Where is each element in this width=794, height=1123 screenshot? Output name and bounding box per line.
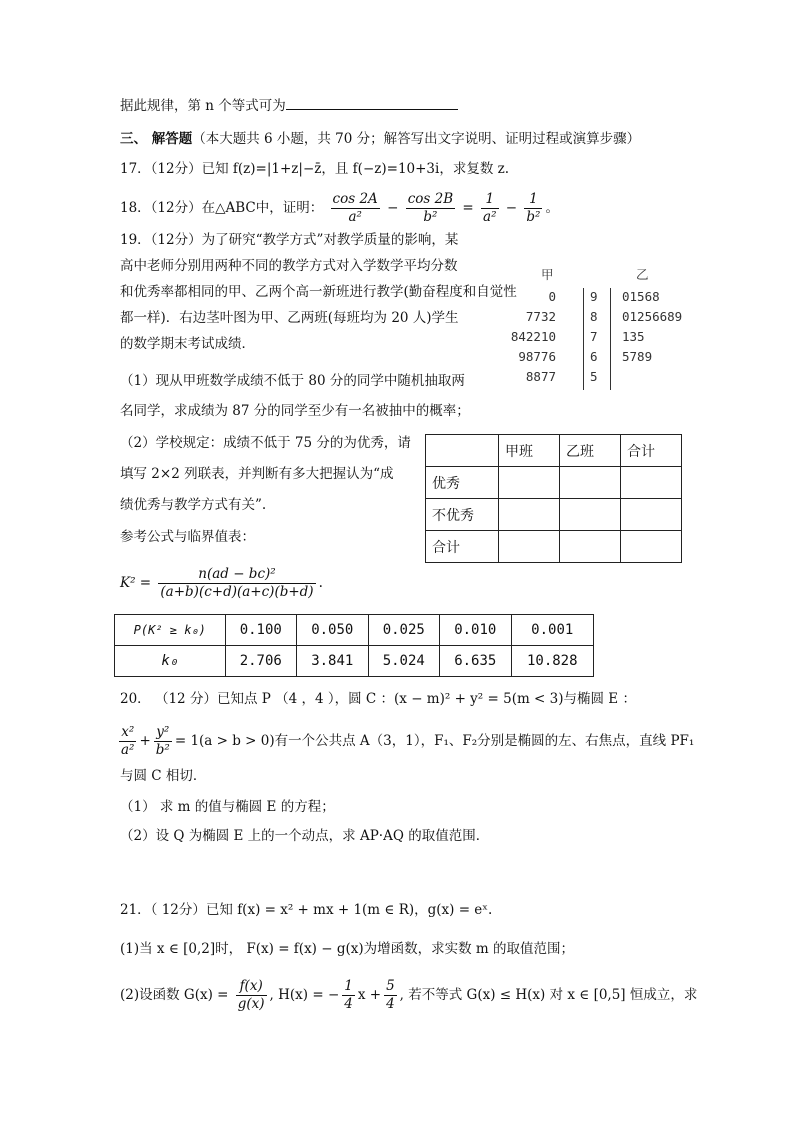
q18-fraction-4 [524,191,542,226]
q21-sub2-b: , H(x) = − [269,987,340,1003]
q18-den3: a² [483,209,497,225]
critical-value-table [114,614,594,677]
table-cell: 3.841 [297,646,369,677]
table-cell[interactable] [499,467,560,499]
q20-line-1: 20． （12 分）已知点 P （4 ，4 ），圆 C ：(x − m)² + y² = 5(m < 3)与椭圆 E ： [120,691,636,707]
table-row [115,646,594,677]
k2-formula [120,564,323,602]
stem-row-stem: 6 [590,349,598,364]
ellipse-fraction-y [154,724,172,759]
table-cell: 0.100 [225,615,297,646]
q19-sub1-line1: （1）现从甲班数学成绩不低于 80 分的同学中随机抽取两 [120,373,465,389]
q18-fraction-3 [481,191,498,226]
table-cell: 不优秀 [426,499,499,531]
q18-num4: 1 [524,191,542,209]
ell-den1: a² [121,742,135,758]
table-cell: 合计 [621,435,682,467]
h-num1: 1 [344,978,353,994]
table-row [426,531,682,563]
stem-head-left: 甲 [541,267,554,282]
question-17: 17．（12分）已知 f(z)=|1+z|−z̄，且 f(−z)=10+3i，求复数 z. [120,161,510,177]
section-title: 三、 解答题 [120,131,193,147]
q19-line-4: 都一样)．右边茎叶图为甲、乙两班(每班均为 20 人)学生 [120,310,459,326]
table-cell: 5.024 [368,646,440,677]
q18-den4: b² [526,209,541,225]
table-cell: 合计 [426,531,499,563]
q18-fraction-2 [406,191,455,226]
q19-line-5: 的数学期末考试成绩． [120,336,255,352]
table-row [426,435,682,467]
formula-num: n(ad − bc)² [158,566,315,584]
ell-den2: b² [155,742,170,758]
stem-row-right: 01256689 [622,309,683,324]
table-cell: 6.635 [440,646,512,677]
q18-num1: cos 2A [332,191,378,207]
pattern-text: 据此规律，第 n 个等式可为 [120,98,286,114]
table-cell[interactable] [621,467,682,499]
q18-prefix: 18．（12分）在△ABC中，证明： [120,200,324,216]
table-cell [426,435,499,467]
table-cell[interactable] [499,499,560,531]
stem-divider-left [583,288,584,390]
q18-end: 。 [545,200,559,216]
table-cell[interactable] [560,467,621,499]
h-num2: 5 [386,978,395,994]
formula-fraction [158,566,315,601]
q19-sub2-line2: 填写 2×2 列联表，并判断有多大把握认为“成 [120,466,394,482]
stem-row-stem: 7 [590,329,598,344]
q21-sub1: (1)当 x ∈ [0,2]时， F(x) = f(x) − g(x)为增函数，求实数 m 的取值范围； [120,941,575,957]
table-cell: 2.706 [225,646,297,677]
stem-row-left: 8877 [525,369,556,384]
table-cell[interactable] [560,531,621,563]
ell-num1: x² [119,724,136,742]
table-row [426,499,682,531]
table-cell: 优秀 [426,467,499,499]
question-18: 18．（12分）在△ABC中，证明： $\frac{\cos 2A}{\text{a²}}$ − $\frac{\cos 2B}{\text{b²}}$ = $\frac{1}{\text{a²}}$ − $\frac{1}{\text{b²}}$ 。 [120,191,559,225]
section-heading [120,128,640,150]
stem-divider-right [610,288,611,390]
q19-sub2-line3: 绩优秀与教学方式有关”. [120,497,267,513]
q18-den1: a² [348,209,362,225]
q21-sub2-d: , 若不等式 G(x) ≤ H(x) 对 x ∈ [0,5] 恒成立，求 [399,987,698,1003]
stem-row-left: 0 [548,289,556,304]
q21-sub2-c: x + [357,987,382,1003]
q20-line2-text: = 1(a > b > 0)有一个公共点 A（3，1），F₁、F₂分别是椭圆的左、右焦点，直线 PF₁ [174,733,695,749]
table-cell: P(K² ≥ k₀) [115,615,226,646]
table-cell: 0.025 [368,615,440,646]
q18-den2: b² [423,209,438,225]
formula-lhs: K² = [120,575,152,591]
q20-sub2: （2）设 Q 为椭圆 E 上的一个动点，求 AP·AQ 的取值范围． [120,828,490,844]
q19-line-3: 和优秀率都相同的甲、乙两个高一新班进行教学(勤奋程度和自觉性 [120,284,517,300]
section-desc: （本大题共 6 小题，共 70 分；解答写出文字说明、证明过程或演算步骤） [192,131,641,147]
h-den1: 4 [344,996,353,1012]
stem-head-right: 乙 [636,267,649,282]
stem-row-left: 7732 [525,309,556,324]
reference-label: 参考公式与临界值表： [120,529,255,545]
table-cell: k₀ [115,646,226,677]
formula-end: . [318,575,323,591]
table-row [115,615,594,646]
q20-line-3: 与圆 C 相切． [120,768,207,784]
table-cell: 甲班 [499,435,560,467]
h-den2: 4 [386,996,395,1012]
ellipse-fraction-x [119,724,136,759]
table-cell: 乙班 [560,435,621,467]
q19-line-1: 19．（12分）为了研究“教学方式”对教学质量的影响，某 [120,232,459,248]
table-cell: 10.828 [511,646,593,677]
q19-line-2: 高中老师分别用两种不同的教学方式对入学数学平均分数 [120,258,458,274]
answer-blank [286,95,458,110]
q20-line-2: $\frac{\text{x²}}{\text{a²}}$ + $\frac{\text{y²}}{\text{b²}}$ = 1(a > b > 0)有一个公共点 A（3，1），F₁、F₂分别是椭圆的左、右焦点，直线 PF₁ [121,724,695,758]
q21-sub2-a: (2)设函数 G(x) = [120,987,229,1003]
table-cell[interactable] [621,531,682,563]
q19-sub2-line1: （2）学校规定：成绩不低于 75 分的为优秀，请 [120,435,411,451]
h-fraction-2 [384,978,397,1013]
contingency-table [425,434,682,563]
table-cell[interactable] [560,499,621,531]
g-num: f(x) [236,978,267,996]
stem-row-left: 842210 [510,329,556,344]
stem-row-stem: 8 [590,309,598,324]
g-fraction [236,978,267,1013]
q21-sub2 [120,976,697,1014]
h-fraction-1 [342,978,355,1013]
q21-line-1: 21．（ 12分）已知 f(x) = x² + mx + 1(m ∈ R)，g(x) = eˣ. [120,902,493,918]
stem-row-right: 01568 [622,289,660,304]
stem-row-right: 135 [622,329,645,344]
table-row [426,467,682,499]
table-cell: 0.050 [297,615,369,646]
q20-sub1: （1） 求 m 的值与椭圆 E 的方程； [120,799,335,815]
stem-row-left: 98776 [518,349,556,364]
stem-row-stem: 9 [590,289,598,304]
g-den: g(x) [237,996,265,1012]
pattern-line [120,95,458,117]
stem-row-right: 5789 [622,349,653,364]
q18-num2: cos 2B [407,191,454,207]
q18-num3: 1 [481,191,498,209]
stem-row-stem: 5 [590,369,598,384]
table-cell[interactable] [499,531,560,563]
formula-den: (a+b)(c+d)(a+c)(b+d) [160,584,314,600]
q18-fraction-1 [331,191,380,226]
q19-sub1-line2: 名同学，求成绩为 87 分的同学至少有一名被抽中的概率； [120,403,470,419]
table-cell: 0.001 [511,615,593,646]
table-cell[interactable] [621,499,682,531]
ell-num2: y² [154,724,172,742]
table-cell: 0.010 [440,615,512,646]
